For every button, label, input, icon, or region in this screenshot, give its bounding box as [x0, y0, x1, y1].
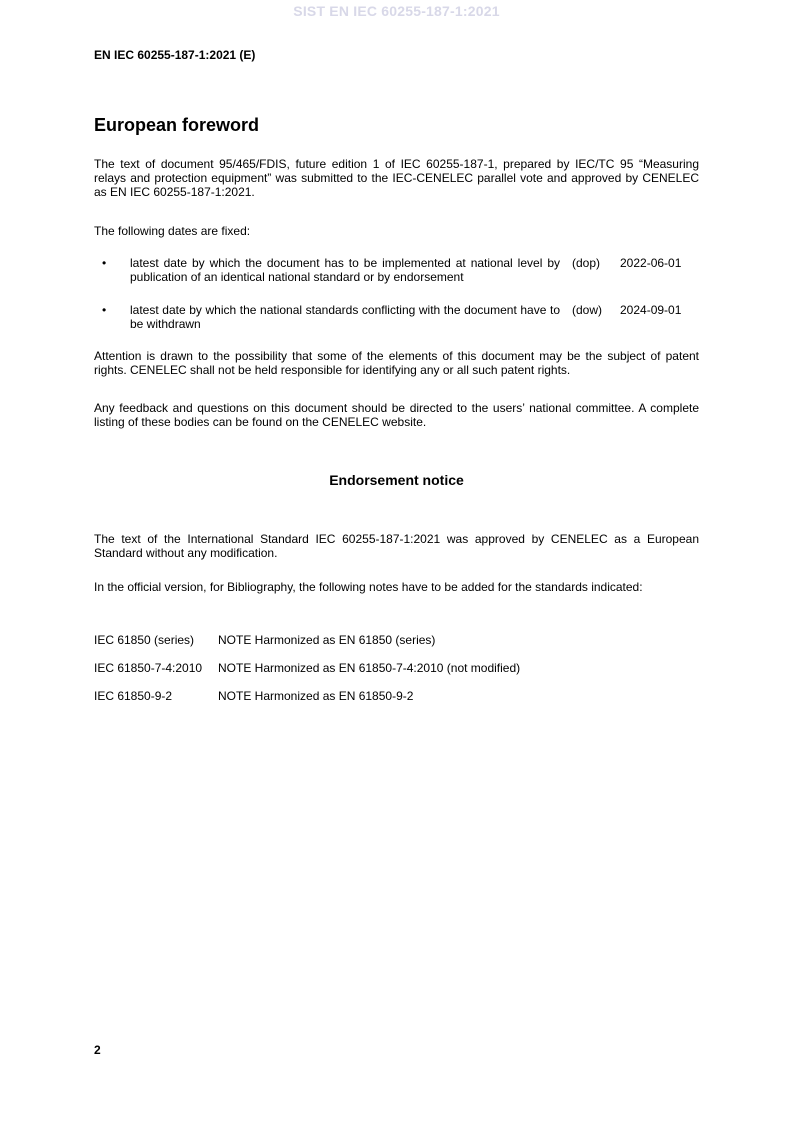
note-text: NOTE Harmonized as EN 61850 (series)	[218, 633, 436, 647]
date-item-date: 2022-06-01	[620, 256, 682, 270]
foreword-paragraph-3: Attention is drawn to the possibility that some of the elements of this document may be the subject of patent rights. CENELEC shall not be held responsible for identifying any or all such patent rights.	[94, 349, 699, 377]
endorsement-title: Endorsement notice	[329, 472, 464, 488]
date-item-text: latest date by which the national standards conflicting with the document have to be withdrawn	[130, 303, 560, 331]
foreword-paragraph-1: The text of document 95/465/FDIS, future edition 1 of IEC 60255-187-1, prepared by IEC/TC 95 “Measuring relays and protection equipment” was submitted to the IEC-CENELEC parallel vote and approved by CENELEC as EN IEC 60255-187-1:2021.	[94, 157, 699, 199]
date-item-abbr: (dow)	[572, 303, 603, 317]
endorsement-paragraph-1: The text of the International Standard IEC 60255-187-1:2021 was approved by CENELEC as a European Standard without any modification.	[94, 532, 699, 560]
foreword-paragraph-4: Any feedback and questions on this document should be directed to the users’ national committee. A complete listing of these bodies can be found on the CENELEC website.	[94, 401, 699, 429]
page-number: 2	[94, 1043, 101, 1057]
foreword-title: European foreword	[94, 115, 260, 135]
document-header: EN IEC 60255-187-1:2021 (E)	[94, 48, 256, 62]
note-text: NOTE Harmonized as EN 61850-7-4:2010 (not modified)	[218, 661, 521, 675]
bullet-icon: •	[102, 256, 107, 270]
note-text: NOTE Harmonized as EN 61850-9-2	[218, 689, 414, 703]
endorsement-paragraph-2: In the official version, for Bibliography, the following notes have to be added for the standards indicated:	[94, 580, 643, 594]
note-standard: IEC 61850-7-4:2010	[94, 661, 203, 675]
note-standard: IEC 61850-9-2	[94, 689, 173, 703]
watermark: SIST EN IEC 60255-187-1:2021	[293, 3, 500, 19]
date-item-abbr: (dop)	[572, 256, 601, 270]
foreword-paragraph-2: The following dates are fixed:	[94, 224, 251, 238]
date-item-date: 2024-09-01	[620, 303, 682, 317]
date-item-text: latest date by which the document has to be implemented at national level by publication of an identical national standard or by endorsement	[130, 256, 560, 284]
bullet-icon: •	[102, 303, 107, 317]
note-standard: IEC 61850 (series)	[94, 633, 195, 647]
